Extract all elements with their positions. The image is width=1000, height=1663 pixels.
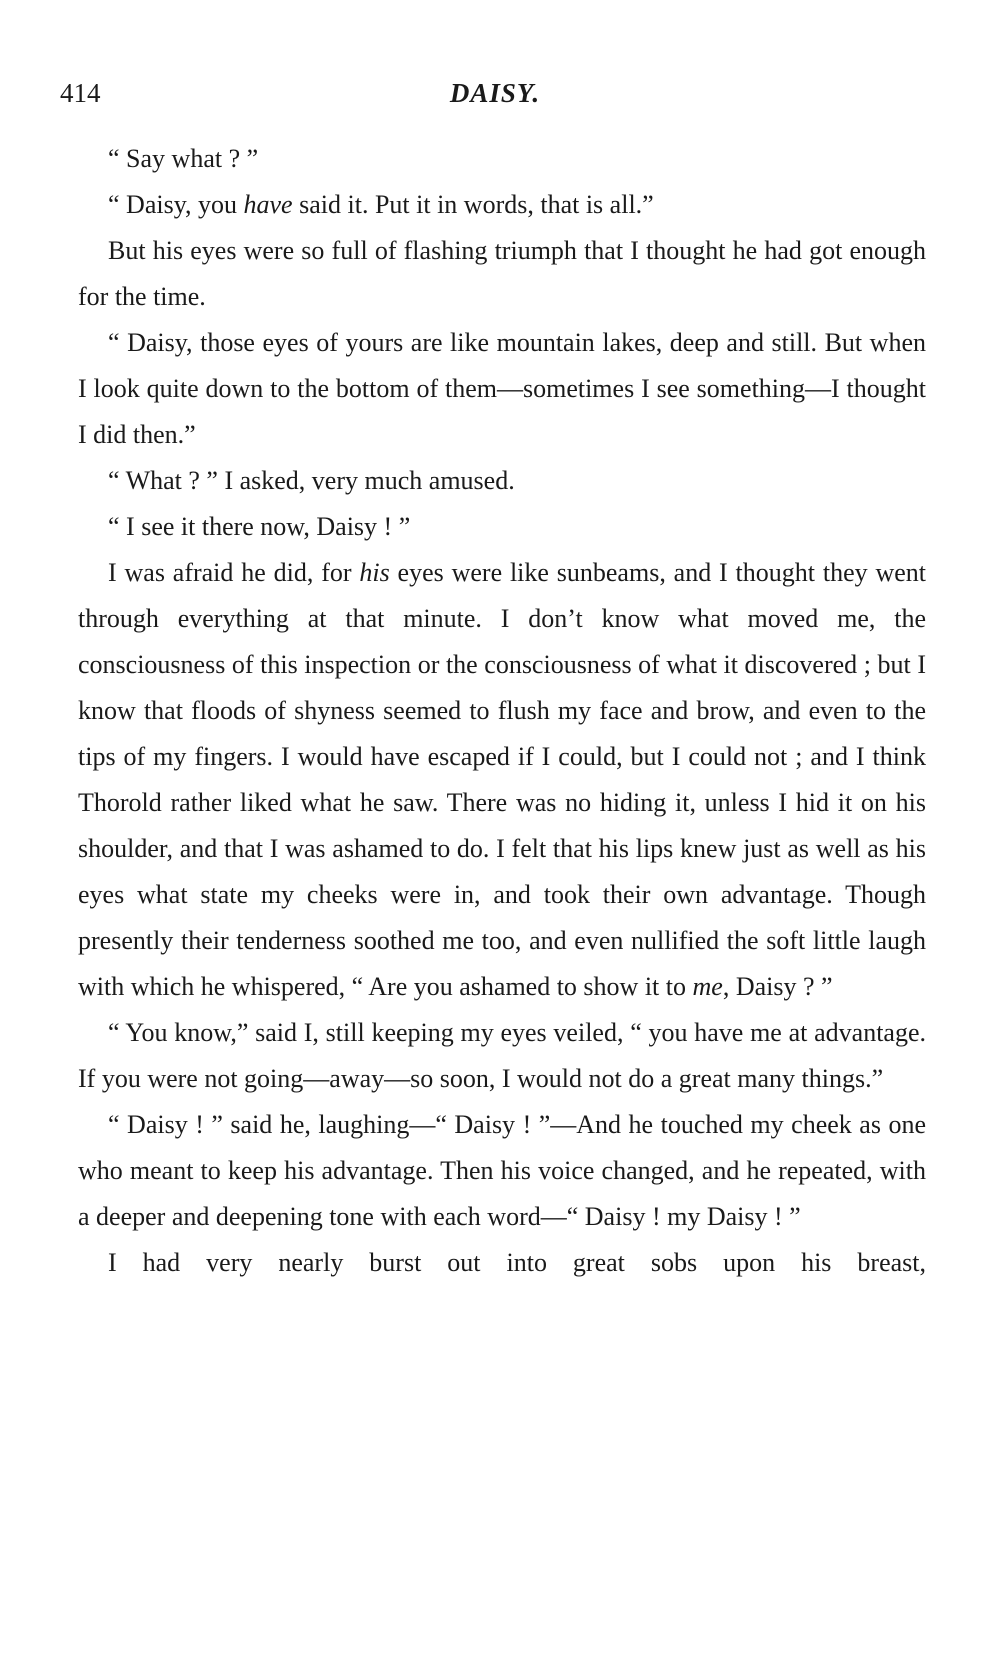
text-segment: said it. Put it in words, that is all.”	[292, 190, 654, 219]
paragraph-p7	[78, 550, 926, 1010]
paragraph-p2	[78, 182, 926, 228]
text-segment: “ Daisy ! ” said he, laughing—“ Daisy ! ”—And he touched my cheek as one who meant to keep his advantage. Then his voice changed, and he repeated, with a deeper and deepening tone with each word—“ Daisy ! my Daisy ! ”	[78, 1110, 926, 1231]
italic-text: me	[692, 972, 723, 1001]
text-segment: I had very nearly burst out into great sobs upon his breast,	[108, 1248, 926, 1277]
text-segment: “ Daisy, those eyes of yours are like mountain lakes, deep and still. But when I look quite down to the bottom of them—sometimes I see something—I thought I did then.”	[78, 328, 926, 449]
text-segment: “ You know,” said I, still keeping my eyes veiled, “ you have me at advantage. If you were not going—away—so soon, I would not do a great many things.”	[78, 1018, 926, 1093]
text-segment: “ Daisy, you	[108, 190, 244, 219]
text-segment: eyes were like sunbeams, and I thought they went through everything at that minute. I don’t know what moved me, the consciousness of this inspection or the consciousness of what it discovered ; but I know that floods of shyness seemed to flush my face and brow, and even to the tips of my fingers. I would have escaped if I could, but I could not ; and I think Thorold rather liked what he saw. There was no hiding it, unless I hid it on his shoulder, and that I was ashamed to do. I felt that his lips knew just as well as his eyes what state my cheeks were in, and took their own advantage. Though presently their tenderness soothed me too, and even nullified the soft little laugh with which he whispered, “ Are you ashamed to show it to	[78, 558, 926, 1001]
paragraph-p4	[78, 320, 926, 458]
paragraph-p8	[78, 1010, 926, 1102]
italic-text: have	[243, 190, 293, 219]
italic-text: his	[359, 558, 390, 587]
paragraph-p6	[78, 504, 926, 550]
running-title: DAISY.	[449, 78, 541, 108]
paragraph-p1	[78, 136, 926, 182]
paragraph-p3	[78, 228, 926, 320]
page-body-text	[78, 136, 926, 1286]
paragraph-p9	[78, 1102, 926, 1240]
page-number: 414	[60, 78, 101, 108]
page-header	[60, 78, 930, 118]
text-segment: , Daisy ? ”	[722, 972, 833, 1001]
text-segment: But his eyes were so full of flashing triumph that I thought he had got enough for the time.	[78, 236, 926, 311]
text-segment: “ Say what ? ”	[108, 144, 259, 173]
paragraph-p10	[78, 1240, 926, 1286]
text-segment: “ I see it there now, Daisy ! ”	[108, 512, 411, 541]
text-segment: “ What ? ” I asked, very much amused.	[108, 466, 515, 495]
text-segment: I was afraid he did, for	[108, 558, 360, 587]
paragraph-p5	[78, 458, 926, 504]
